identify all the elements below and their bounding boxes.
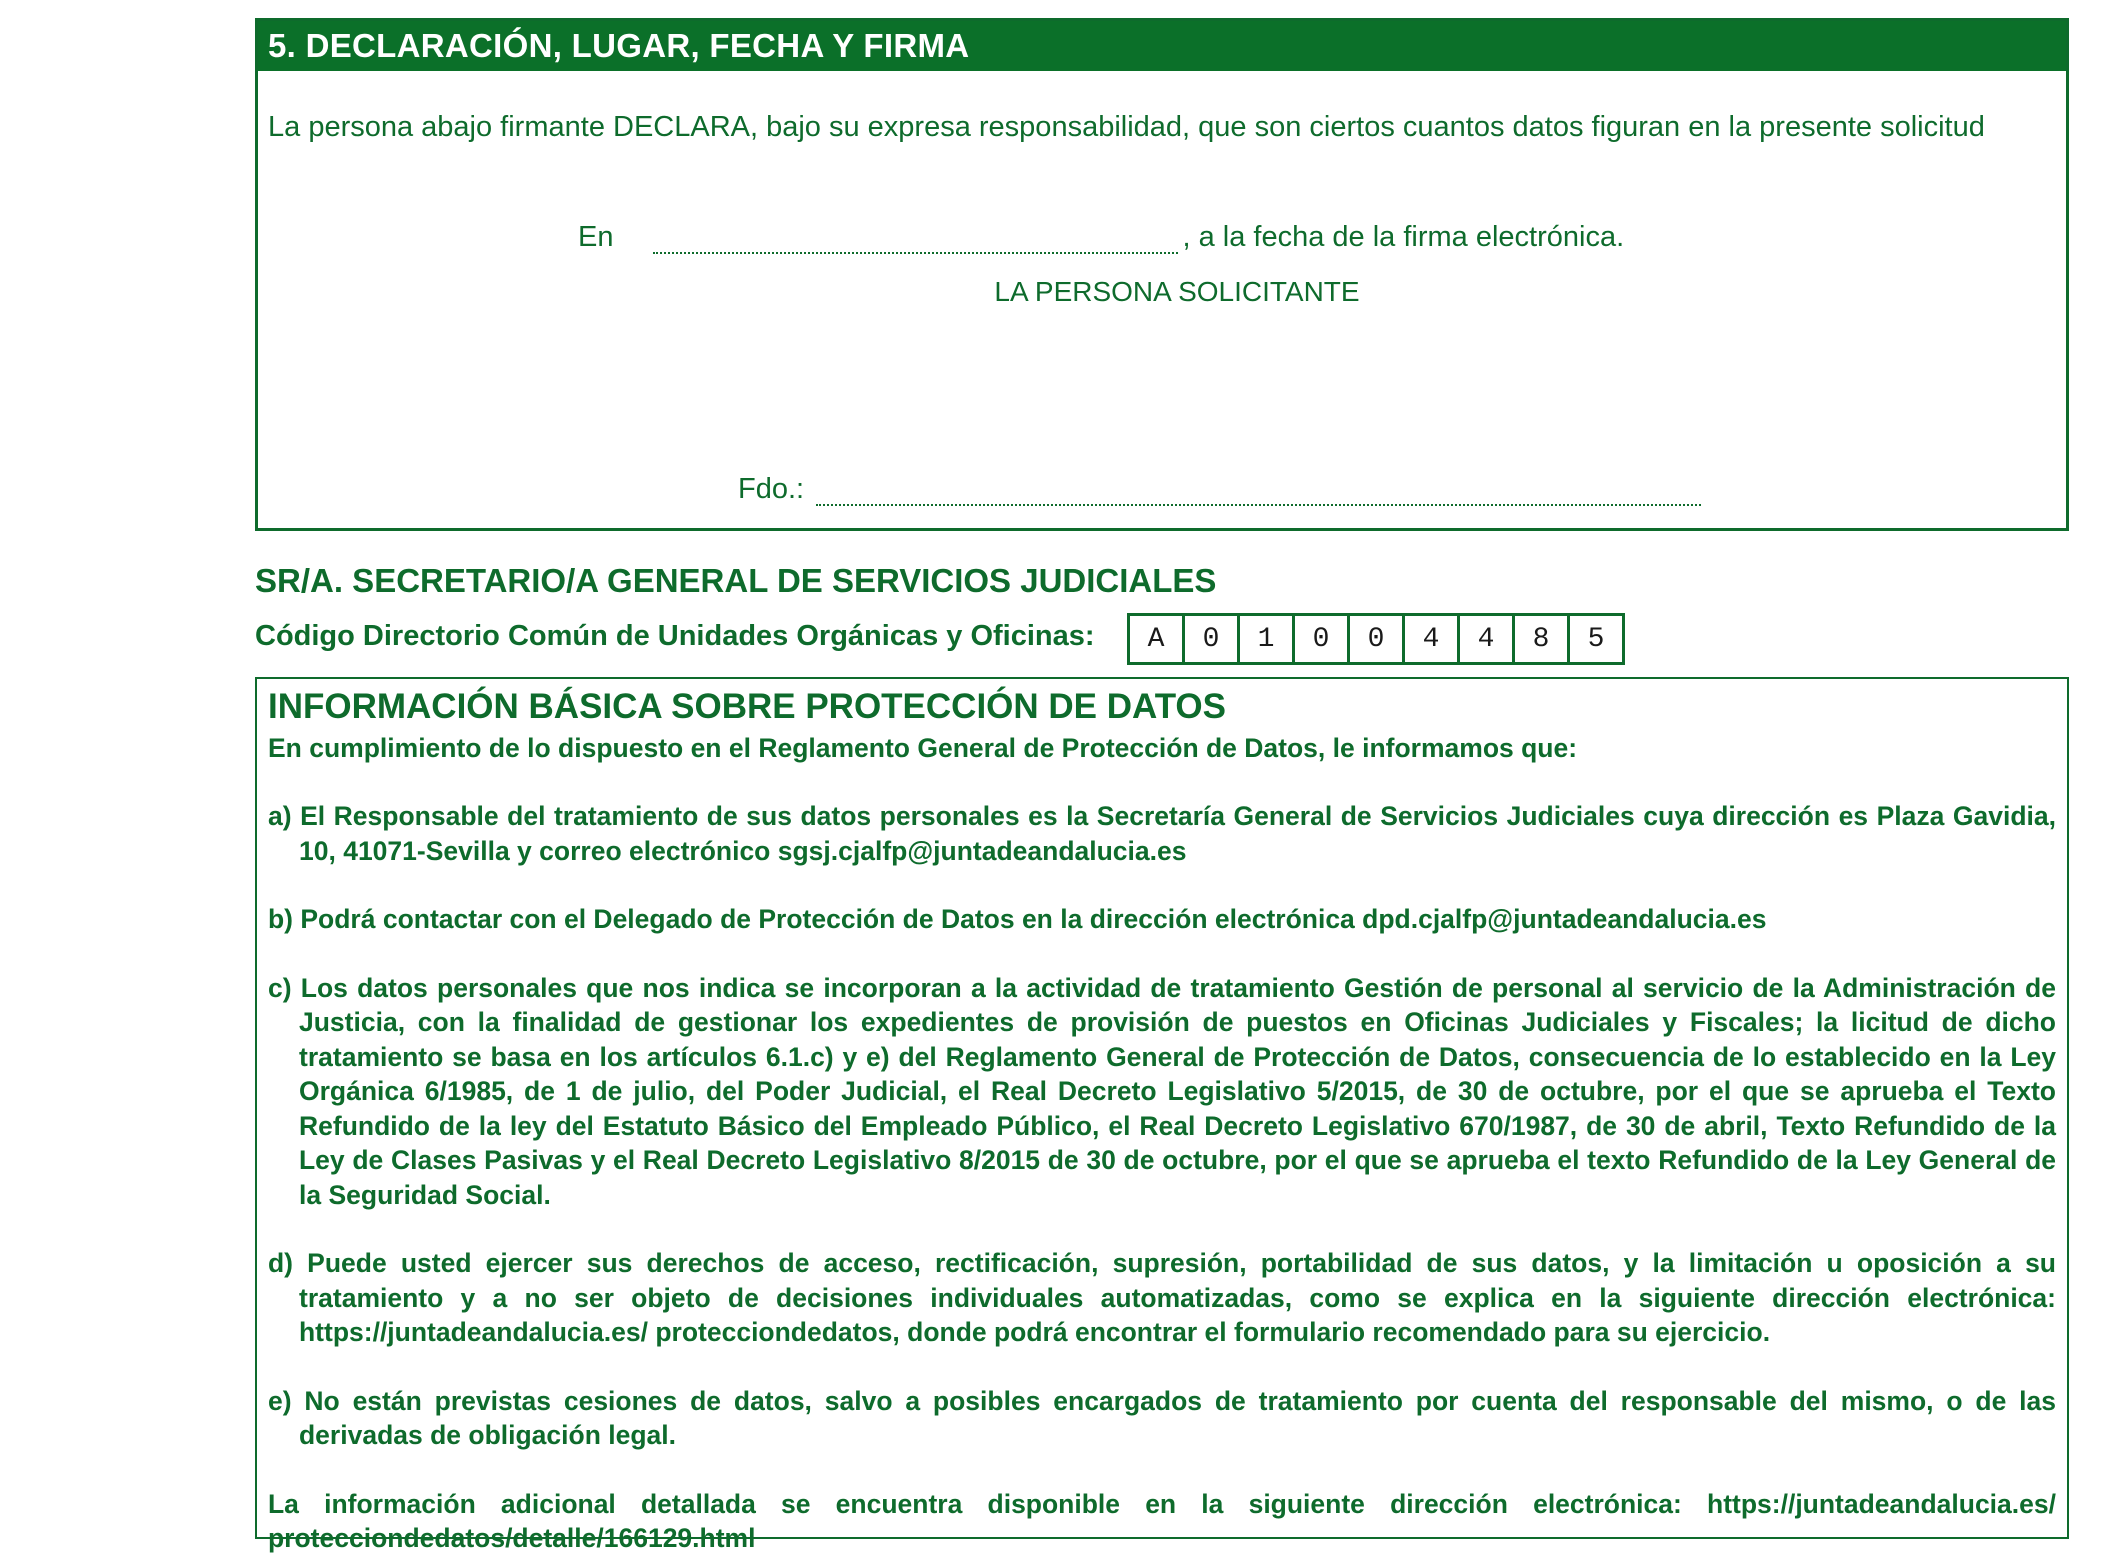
dir3-code-cell: 4: [1460, 616, 1515, 662]
dir3-code-cell: 8: [1515, 616, 1570, 662]
signer-label: LA PERSONA SOLICITANTE: [994, 276, 1360, 307]
dir3-code-cell: 0: [1295, 616, 1350, 662]
data-protection-item-d: d) Puede usted ejercer sus derechos de acceso, rectificación, supresión, portabilidad de sus datos, y la limitación u oposición a su tratamiento y a no ser objeto de decisiones individuales automatizadas, como se explica en la siguiente dirección electrónica: https://juntadeandalucia.es/ protecciondedatos, donde podrá encontrar el formulario recomendado para su ejercicio.: [268, 1248, 2056, 1347]
dir3-code-cell: 5: [1570, 616, 1625, 662]
data-protection-item-a: a) El Responsable del tratamiento de sus datos personales es la Secretaría General de Servicios Judiciales cuya dirección es Plaza Gavidia, 10, 41071-Sevilla y correo electrónico sgsj.cjalfp@juntadeandalucia.es: [268, 801, 2056, 866]
data-protection-footer: La información adicional detallada se encuentra disponible en la siguiente dirección electrónica: https://juntadeandalucia.es/ protecciondedatos/detalle/166129.html: [268, 1488, 2056, 1553]
data-protection-item-c: c) Los datos personales que nos indica se incorporan a la actividad de tratamiento Gestión de personal al servicio de la Administración de Justicia, con la finalidad de gestionar los expedientes de provisión de puestos en Oficinas Judiciales y Fiscales; la licitud de dicho tratamiento se basa en los artículos 6.1.c) y e) del Reglamento General de Protección de Datos, consecuencia de lo establecido en la Ley Orgánica 6/1985, de 1 de julio, del Poder Judicial, el Real Decreto Legislativo 5/2015, de 30 de octubre, por el que se aprueba el Texto Refundido de la ley del Estatuto Básico del Empleado Público, el Real Decreto Legislativo 670/1987, de 30 de abril, Texto Refundido de la Ley de Clases Pasivas y el Real Decreto Legislativo 8/2015 de 30 de octubre, por el que se aprueba el texto Refundido de la Ley General de la Seguridad Social.: [268, 972, 2056, 1210]
section-header: 5. DECLARACIÓN, LUGAR, FECHA Y FIRMA: [258, 21, 2066, 71]
place-input[interactable]: [653, 222, 1178, 254]
declaration-text: La persona abajo firmante DECLARA, bajo su expresa responsabilidad, que son ciertos cuantos datos figuran en la presente solicitud: [268, 111, 1985, 143]
dir3-code-cell: 0: [1350, 616, 1405, 662]
dir3-code-cell: 0: [1185, 616, 1240, 662]
declaration-section: [255, 18, 2069, 531]
fdo-label: Fdo.:: [738, 473, 805, 505]
en-label: En: [578, 221, 614, 253]
dir3-code-boxes: [1127, 613, 1625, 665]
data-protection-title: INFORMACIÓN BÁSICA SOBRE PROTECCIÓN DE DATOS: [268, 687, 1227, 726]
data-protection-item-e: e) No están previstas cesiones de datos, salvo a posibles encargados de tratamiento por cuenta del responsable del mismo, o de las derivadas de obligación legal.: [268, 1385, 2056, 1450]
dir3-code-cell: A: [1130, 616, 1185, 662]
data-protection-item-b: b) Podrá contactar con el Delegado de Protección de Datos en la dirección electrónica dpd.cjalfp@juntadeandalucia.es: [268, 904, 1767, 934]
dir3-label: Código Directorio Común de Unidades Orgánicas y Oficinas:: [255, 620, 1095, 652]
dir3-code-cell: 4: [1405, 616, 1460, 662]
data-protection-intro: En cumplimiento de lo dispuesto en el Reglamento General de Protección de Datos, le informamos que:: [268, 733, 1578, 763]
signature-input[interactable]: [816, 474, 1701, 506]
place-date-row: [578, 221, 1624, 254]
data-protection-box: [255, 677, 2069, 1553]
date-text: , a la fecha de la firma electrónica.: [1182, 221, 1625, 253]
dir3-code-cell: 1: [1240, 616, 1295, 662]
recipient-title: SR/A. SECRETARIO/A GENERAL DE SERVICIOS JUDICIALES: [255, 562, 1217, 599]
signature-row: [738, 473, 1701, 506]
